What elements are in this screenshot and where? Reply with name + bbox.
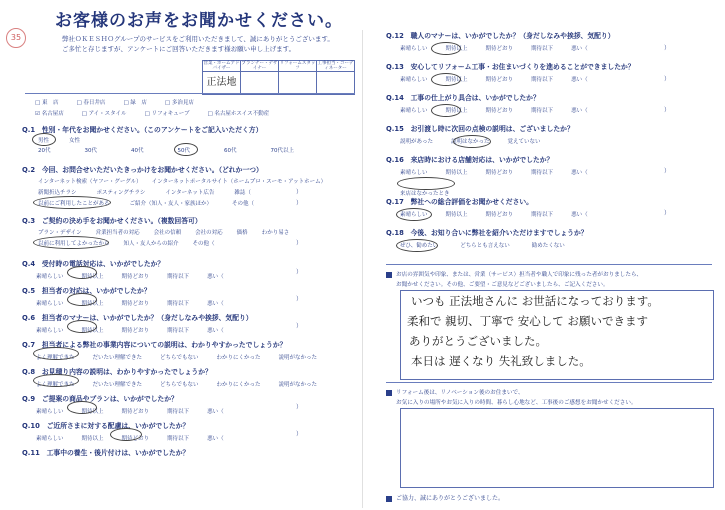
question-q17: Q.17 弊社への総合評価をお聞かせください。 xyxy=(386,198,533,206)
option[interactable]: 期待以下 xyxy=(167,274,190,280)
option[interactable]: 価格 xyxy=(236,230,248,236)
option[interactable]: 新聞折込チラシ xyxy=(38,190,77,196)
staff-value[interactable] xyxy=(203,72,241,95)
option[interactable]: 悪い（ xyxy=(571,77,588,83)
option[interactable]: わかりにくかった xyxy=(216,355,261,361)
bullet-icon xyxy=(386,390,392,396)
option[interactable]: 30代 xyxy=(84,148,97,154)
option[interactable]: 素晴らしい xyxy=(400,108,428,114)
option[interactable]: 素晴らしい xyxy=(36,328,64,334)
paren-close: ） xyxy=(296,323,303,330)
option[interactable]: わかり易さ xyxy=(261,230,290,236)
paren-close: ） xyxy=(664,210,671,217)
option[interactable]: 期待以上 xyxy=(445,212,468,218)
option[interactable]: ぜひ、勧めたい xyxy=(400,243,439,249)
question-q5: Q.5 担当者の対応は、いかがでしたか？ xyxy=(22,287,151,295)
option[interactable]: 悪い（ xyxy=(207,409,224,415)
option[interactable]: 期待以上 xyxy=(445,77,468,83)
option[interactable]: だいたい理解できた xyxy=(92,355,143,361)
option[interactable]: 期待以下 xyxy=(531,46,554,52)
q2-options-row xyxy=(38,177,326,185)
option[interactable]: 期待以下 xyxy=(167,436,190,442)
option[interactable]: 期待どおり xyxy=(485,108,514,114)
intro-line: 弊社ＯＫＥＳＨＯグループのサービスをご利用いただきまして、誠にありがとうございます。 xyxy=(62,35,334,43)
paren-close: ） xyxy=(296,269,303,276)
divider xyxy=(25,93,355,94)
option[interactable]: 覚えていない xyxy=(507,139,541,145)
option[interactable]: 雑誌（ xyxy=(234,190,251,196)
option[interactable]: 期待以上 xyxy=(445,46,468,52)
question-q8: Q.8 お見積り内容の説明は、わかりやすかったでしょうか？ xyxy=(22,368,212,376)
question-q10: Q.10 ご近所さまに対する配慮は、いかがでしたか？ xyxy=(22,422,190,430)
option[interactable]: 悪い（ xyxy=(207,301,224,307)
question-q7: Q.7 担当者による弊社の事業内容についての説明は、わかりやすかったでしょうか？ xyxy=(22,341,287,349)
handwritten-line: 本日は 遅くなり 失礼致しました。 xyxy=(411,354,591,368)
column-divider xyxy=(362,30,363,508)
option[interactable]: 期待どおり xyxy=(121,409,150,415)
answer-circle xyxy=(67,293,97,306)
answer-circle xyxy=(33,347,79,360)
option[interactable]: 期待以下 xyxy=(167,409,190,415)
store-option[interactable]: □ リフォキューブ xyxy=(144,111,190,117)
staff-value[interactable] xyxy=(241,72,279,95)
option[interactable]: その他（ xyxy=(192,241,215,247)
answer-circle xyxy=(67,266,97,279)
option[interactable]: だいたい理解できた xyxy=(92,382,143,388)
comment-box-1[interactable] xyxy=(400,290,714,380)
option[interactable]: 期待以下 xyxy=(167,301,190,307)
answer-circle xyxy=(431,73,461,86)
option[interactable]: 悪い（ xyxy=(207,328,224,334)
option[interactable]: 期待以上 xyxy=(445,170,468,176)
staff-header: 営業・ホームアドバイザー xyxy=(203,61,240,71)
option[interactable]: インターネット広告 xyxy=(165,190,215,196)
staff-header: 工事担当・コーディネーター xyxy=(317,61,354,71)
option[interactable]: 悪い（ xyxy=(207,436,224,442)
paren-close: ） xyxy=(664,76,671,83)
staff-name-handwritten: 正法地 xyxy=(206,76,237,88)
option[interactable]: 期待以下 xyxy=(531,77,554,83)
handwritten-line: ありがとうございました。 xyxy=(409,334,547,348)
option[interactable]: よく理解できた xyxy=(36,382,75,388)
option[interactable]: 悪い（ xyxy=(571,46,588,52)
answer-circle xyxy=(32,133,56,146)
option[interactable]: 70代以上 xyxy=(270,148,294,154)
answer-circle xyxy=(33,236,109,249)
option[interactable]: 期待どおり xyxy=(485,170,514,176)
staff-value[interactable] xyxy=(279,72,317,95)
option[interactable]: 説明はなかった xyxy=(450,139,490,145)
option[interactable]: 期待以上 xyxy=(81,301,104,307)
option[interactable]: よく理解できた xyxy=(36,355,75,361)
paren-close: ） xyxy=(664,107,671,114)
question-block xyxy=(22,420,352,447)
comment-box-2[interactable] xyxy=(400,408,714,488)
option[interactable]: 悪い（ xyxy=(571,212,588,218)
option[interactable]: どちらでもない xyxy=(160,355,199,361)
option[interactable]: わかりにくかった xyxy=(216,382,261,388)
answer-circle xyxy=(431,42,461,55)
option[interactable]: 会社の信頼 xyxy=(153,230,182,236)
answer-circle xyxy=(450,135,491,148)
q3-options-row xyxy=(38,228,289,236)
option[interactable]: その他（ xyxy=(232,201,255,207)
option[interactable]: 期待どおり xyxy=(121,436,150,442)
comment-prompt-2b: お気に入りの場所やお気に入りの時間、暮らし心地など、工事後のご感想をお聞かせください。 xyxy=(396,400,637,406)
option[interactable]: 悪い（ xyxy=(571,170,588,176)
option[interactable]: 期待以下 xyxy=(531,170,554,176)
option[interactable]: 営業担当者の対応 xyxy=(95,230,140,236)
option[interactable]: 期待以下 xyxy=(167,328,190,334)
paren-close: ） xyxy=(296,404,303,411)
option[interactable]: 説明がなかった xyxy=(278,382,318,388)
questions-q12-q18 xyxy=(386,30,716,258)
question-block xyxy=(386,123,716,154)
page-number: 35 xyxy=(6,28,26,48)
answer-circle xyxy=(33,196,111,209)
paren-close: ） xyxy=(296,189,303,196)
option[interactable]: ご紹介（知人・友人・家族ほか） xyxy=(129,201,213,207)
option[interactable]: 期待以上 xyxy=(81,436,104,442)
store-option[interactable]: □ 多治見店 xyxy=(164,100,194,106)
store-option[interactable]: □ 東 店 xyxy=(35,100,59,106)
store-option[interactable]: □ 名古屋ホスイス不動産 xyxy=(207,111,270,117)
question-q6: Q.6 担当者のマナーは、いかがでしたか？（身だしなみや挨拶、気配り） xyxy=(22,314,253,322)
option[interactable]: 素晴らしい xyxy=(36,301,64,307)
option[interactable]: 期待どおり xyxy=(485,46,514,52)
option[interactable]: 悪い（ xyxy=(207,274,224,280)
question-q4: Q.4 受付時の電話対応は、いかがでしたか？ xyxy=(22,260,165,268)
option[interactable]: 知人・友人からの紹介 xyxy=(123,241,179,247)
comment-prompt-1b: お聞かせください。その他、ご要望・ご意見などございましたら、ご記入ください。 xyxy=(396,282,609,288)
staff-header: プランナー・デザイナー xyxy=(241,61,278,71)
q1-age-row xyxy=(38,146,294,154)
option[interactable]: 期待以上 xyxy=(81,409,104,415)
bullet-icon xyxy=(386,272,392,278)
question-block xyxy=(386,154,716,196)
option[interactable]: 素晴らしい xyxy=(400,170,428,176)
store-grid xyxy=(35,98,355,117)
store-option[interactable]: □ アイ・スタイル xyxy=(81,111,127,117)
option[interactable]: 期待どおり xyxy=(485,212,514,218)
store-option[interactable]: □ 春日井店 xyxy=(76,100,106,106)
option[interactable]: 20代 xyxy=(38,148,51,154)
answer-circle xyxy=(67,320,97,333)
store-option[interactable]: □ 緑 店 xyxy=(123,100,147,106)
question-q15: Q.15 お引渡し時に次回の点検の説明は、ございましたか？ xyxy=(386,125,574,133)
option[interactable]: 来店はなかったとき xyxy=(400,191,450,197)
question-q11: Q.11 工事中の養生・後片付けは、いかがでしたか？ xyxy=(22,449,190,457)
comment-prompt-1: お店の雰囲気や印象、または、営業（サービス）担当者や職人で印象に残った者がおりましたら、 xyxy=(386,270,642,278)
question-q16: Q.16 来店時における店舗対応は、いかがでしたか？ xyxy=(386,156,554,164)
question-q9: Q.9 ご提案の商品やプランは、いかがでしたか？ xyxy=(22,395,178,403)
paren-close: ） xyxy=(664,45,671,52)
question-q12: Q.12 職人のマナーは、いかがでしたか？（身だしなみや挨拶、気配り） xyxy=(386,32,615,40)
option[interactable]: 期待どおり xyxy=(121,328,150,334)
intro-line: ご多忙と存じますが、アンケートにご回答いただきます様お願い申し上げます。 xyxy=(62,45,296,53)
option[interactable]: 期待以下 xyxy=(531,108,554,114)
staff-value[interactable] xyxy=(317,72,355,95)
answer-circle xyxy=(397,177,455,190)
option[interactable]: 素晴らしい xyxy=(36,274,64,280)
option[interactable]: ポスティングチラシ xyxy=(96,190,146,196)
staff-table xyxy=(202,60,355,95)
answer-circle xyxy=(33,374,79,387)
staff-header: リフォームスタッフ xyxy=(279,61,316,71)
answer-circle xyxy=(431,104,461,117)
option[interactable]: 期待どおり xyxy=(121,274,150,280)
answer-circle xyxy=(396,239,438,252)
option[interactable]: 60代 xyxy=(224,148,237,154)
divider xyxy=(386,382,712,383)
question-q13: Q.13 安心してリフォーム工事・お住まいづくりを進めることができましたか？ xyxy=(386,63,635,71)
option[interactable]: 男性 xyxy=(38,138,50,144)
paren-close: ） xyxy=(296,296,303,303)
question-q1: Q.1 性別・年代をお聞かせください。（このアンケートをご記入いただく方） xyxy=(22,126,263,134)
option[interactable]: 40代 xyxy=(131,148,144,154)
q2-options-row xyxy=(38,188,251,196)
store-option-checked[interactable]: ☑ 名古屋店 xyxy=(35,111,64,117)
page-title: お客様のお声をお聞かせください。 xyxy=(55,11,343,31)
option[interactable]: 以前にご利用したことがある xyxy=(38,201,110,207)
question-q14: Q.14 工事の仕上がり具合は、いかがでしたか？ xyxy=(386,94,540,102)
option[interactable]: 素晴らしい xyxy=(36,409,64,415)
option[interactable]: 素晴らしい xyxy=(36,436,64,442)
handwritten-line: 柔和で 親切、丁寧で 安心して お願いできます xyxy=(407,314,648,328)
option[interactable]: 50代 xyxy=(177,148,190,154)
option[interactable]: インターネットポータルサイト（ホームプロ・スーモ・アットホーム） xyxy=(151,179,327,185)
question-q3: Q.3 ご契約の決め手をお聞かせください。（複数回答可） xyxy=(22,217,202,225)
option[interactable]: 悪い（ xyxy=(571,108,588,114)
questions-q4-q11 xyxy=(22,258,352,467)
option[interactable]: 素晴らしい xyxy=(400,46,428,52)
paren-close: ） xyxy=(664,168,671,175)
answer-circle xyxy=(110,428,142,441)
question-q2: Q.2 今回、お問合せいただいたきっかけをお聞かせください。（どれか一つ） xyxy=(22,166,263,174)
option[interactable]: 会社の対応 xyxy=(195,230,223,236)
paren-close: ） xyxy=(296,431,303,438)
paren-close: ） xyxy=(296,240,303,247)
option[interactable]: インターネット検索（ヤフー・グーグル） xyxy=(38,179,142,185)
answer-circle xyxy=(174,143,198,156)
option[interactable]: 以前に利用してよかったから xyxy=(38,241,110,247)
option[interactable]: 素晴らしい xyxy=(400,212,428,218)
paren-close: ） xyxy=(296,200,303,207)
option[interactable]: 期待どおり xyxy=(485,77,514,83)
option[interactable]: 期待以上 xyxy=(445,108,468,114)
option[interactable]: 説明がなかった xyxy=(278,355,318,361)
option[interactable]: 期待どおり xyxy=(121,301,150,307)
option[interactable]: 期待以下 xyxy=(531,212,554,218)
option[interactable]: 勧めたくない xyxy=(531,243,565,249)
thank-you-note: ご協力、誠にありがとうございました。 xyxy=(386,493,504,502)
option[interactable]: 期待以上 xyxy=(81,274,104,280)
question-block xyxy=(22,447,352,467)
option[interactable]: 素晴らしい xyxy=(400,77,428,83)
answer-circle xyxy=(67,401,97,414)
option[interactable]: プラン・デザイン xyxy=(38,230,82,236)
divider xyxy=(386,264,712,265)
option[interactable]: 期待以上 xyxy=(81,328,104,334)
question-q18: Q.18 今後、お知り合いに弊社を紹介いただけますでしょうか？ xyxy=(386,229,588,237)
comment-prompt-2: リフォーム後は、リノベーション後のお住まいで、 xyxy=(386,388,524,396)
option[interactable]: 女性 xyxy=(69,138,81,144)
bullet-icon xyxy=(386,496,392,502)
option[interactable]: 説明があった xyxy=(400,139,433,145)
answer-circle xyxy=(396,208,432,221)
option[interactable]: どちらでもない xyxy=(160,382,199,388)
option[interactable]: どちらとも言えない xyxy=(460,243,510,249)
handwritten-line: いつも 正法地さんに お世話になっております。 xyxy=(411,294,659,308)
